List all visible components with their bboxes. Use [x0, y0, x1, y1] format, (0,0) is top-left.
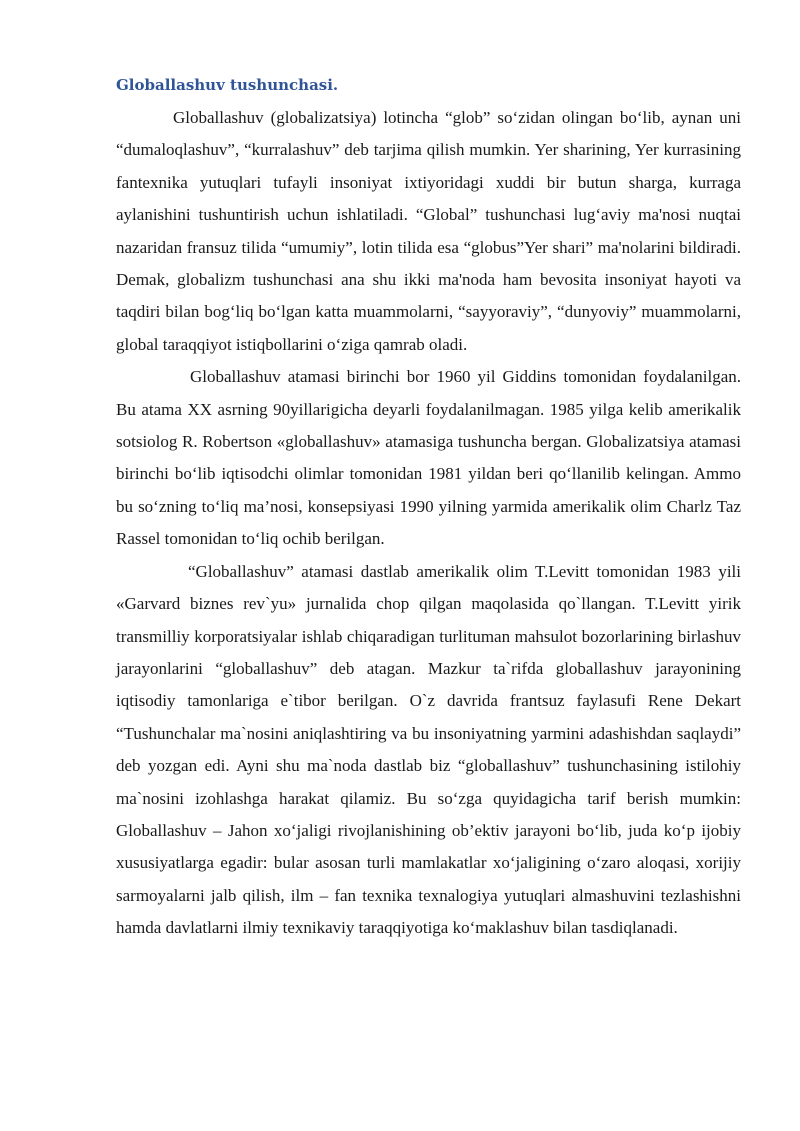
paragraph-1: Globallashuv (globalizatsiya) lotincha “glob” so‘zidan olingan bo‘lib, aynan uni “dumaloqlashuv”, “kurralashuv” deb tarjima qilish mumkin. Yer sharining, Yer kurrasining fantexnika yutuqlari tufayli insoniyat ixtiyoridagi xuddi bir butun sharga, kurraga aylanishini tushuntirish uchun ishlatiladi. “Global” tushunchasi lug‘aviy ma'nosi nuqtai nazaridan fransuz tilida “umumiy”, lotin tilida esa “globus”Yer shari” ma'nolarini bildiradi. Demak, globalizm tushunchasi ana shu ikki ma'noda ham bevosita insoniyat hayoti va taqdiri bilan bog‘liq bo‘lgan katta muammolarni, “sayyoraviy”, “dunyoviy” muammolarni, global taraqqiyot istiqbollarini o‘ziga qamrab oladi.	[116, 108, 741, 354]
paragraph-3: “Globallashuv” atamasi dastlab amerikalik olim T.Levitt tomonidan 1983 yili «Garvard biznes rev`yu» jurnalida chop qilgan maqolasida qo`llangan. T.Levitt yirik transmilliy korporatsiyalar ishlab chiqaradigan turlituman mahsulot bozorlarining birlashuv jarayonlarini “globallashuv” deb atagan. Mazkur ta`rifda globallashuv jarayonining iqtisodiy tamonlariga e`tibor berilgan. O`z davrida frantsuz faylasufi Rene Dekart “Tushunchalar ma`nosini aniqlashtiring va bu insoniyatning yarmini adashishdan saqlaydi” deb yozgan edi. Ayni shu ma`noda dastlab biz “globallashuv” tushunchasining istilohiy ma`nosini izohlashga harakat qilamiz. Bu so‘zga quyidagicha tarif berish mumkin: Globallashuv – Jahon xo‘jaligi rivojlanishining ob’ektiv jarayoni bo‘lib, juda ko‘p ijobiy xususiyatlarga egadir: bular asosan turli mamlakatlar xo‘jaligining o‘zaro aloqasi, xorijiy sarmoyalarni jalb qilish, ilm – fan texnika texnalogiya yutuqlari almashuvini tezlashishni hamda davlatlarni ilmiy texnikaviy taraqqiyotiga ko‘maklashuv bilan tasdiqlanadi.	[116, 561, 741, 938]
body-text	[116, 102, 741, 945]
section-heading: Globallashuv tushunchasi.	[116, 76, 339, 94]
paragraph-2: Globallashuv atamasi birinchi bor 1960 yil Giddins tomonidan foydalanilgan. Bu atama XX asrning 90yillarigicha deyarli foydalanilmagan. 1985 yilga kelib amerikalik sotsiolog R. Robertson «globallashuv» atamasiga tushuncha bergan. Globalizatsiya atamasi birinchi bo‘lib iqtisodchi olimlar tomonidan 1981 yildan beri qo‘llanilib kelingan. Ammo bu so‘zning to‘liq ma’nosi, konsepsiyasi 1990 yilning yarmida amerikalik olim Charlz Taz Rassel tomonidan to‘liq ochib berilgan.	[116, 367, 741, 549]
